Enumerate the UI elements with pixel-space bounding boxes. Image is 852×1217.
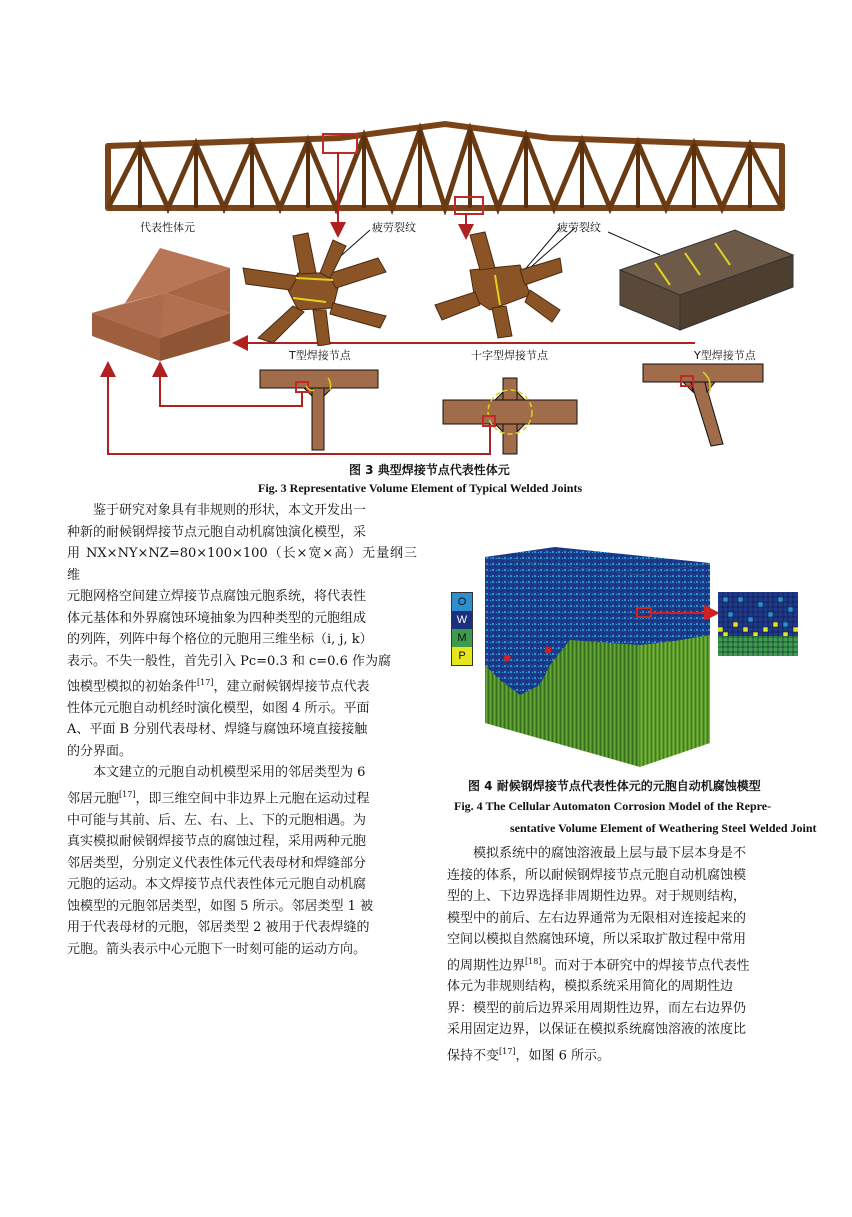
- reference-17: [17]: [197, 678, 214, 687]
- p2-line-1: 本文建立的元胞自动机模型采用的邻居类型为 6: [93, 765, 366, 781]
- weld-joint-cross-illustration: [430, 230, 565, 340]
- p2-line-2a: 邻居元胞: [67, 791, 120, 807]
- t-joint-diagram: [258, 368, 380, 452]
- p2-line-5: 邻居类型，分别定义代表性体元代表母材和焊缝部分: [67, 855, 367, 871]
- p1-line-4: 元胞网格空间建立焊接节点腐蚀元胞系统，将代表性: [67, 589, 367, 604]
- legend-w: W: [452, 611, 472, 629]
- p2-line-7: 蚀模型的元胞邻居类型，如图 5 所示。邻居类型 1 被: [67, 898, 374, 914]
- cross-joint-diagram: [441, 376, 579, 456]
- figure-4: [440, 500, 820, 845]
- legend-p: P: [452, 647, 472, 665]
- label-y-joint: Y型焊接节点: [694, 349, 756, 362]
- p2-line-8: 用于代表母材的元胞，邻居类型 2 被用于代表焊缝的: [67, 920, 370, 936]
- p3-line-10a: 保持不变: [447, 1048, 500, 1064]
- legend-m: M: [452, 629, 472, 647]
- weld-joint-star-illustration: [238, 228, 388, 346]
- right-column: [447, 843, 797, 1067]
- cell-type-legend: [451, 592, 473, 666]
- paragraph-2: [67, 762, 417, 960]
- paragraph-1: [67, 500, 417, 762]
- paragraph-3: [447, 843, 797, 1067]
- left-column: [67, 500, 417, 960]
- figure-4-caption-cn: 图 4 耐候钢焊接节点代表性体元的元胞自动机腐蚀模型: [468, 779, 761, 793]
- zoomed-cell-grid: [718, 592, 798, 656]
- p1-line-3: 用 NX×NY×NZ=80×100×100（长×宽×高）无量纲三维: [67, 546, 417, 583]
- figure-4-caption-en-1: Fig. 4 The Cellular Automaton Corrosion Model of the Repre-: [454, 799, 772, 813]
- figure-3: [0, 0, 852, 500]
- rve-block-illustration: [90, 243, 235, 363]
- p3-line-10b: ，如图 6 所示。: [515, 1048, 610, 1064]
- p3-line-7: 体元为非规则结构，模拟系统采用简化的周期性边: [447, 979, 734, 995]
- y-joint-diagram: [641, 362, 765, 448]
- p3-line-8: 界：模型的前后边界采用周期性边界，而左右边界仍: [447, 1000, 747, 1016]
- cellular-automaton-model-3d: [480, 545, 715, 770]
- p3-line-5: 空间以模拟自然腐蚀环境，所以采取扩散过程中常用: [447, 932, 747, 947]
- p2-line-6: 元胞的运动。本文焊接节点代表性体元元胞自动机腐: [67, 877, 367, 893]
- zoom-arrow: [650, 600, 720, 620]
- p1-line-8b: ，建立耐候钢焊接节点代表: [213, 679, 370, 695]
- p3-line-6a: 的周期性边界: [447, 957, 526, 973]
- p3-line-2: 连接的体系，所以耐候钢焊接节点元胞自动机腐蚀模: [447, 867, 747, 883]
- p1-line-8a: 蚀模型模拟的初始条件: [67, 679, 198, 695]
- figure-3-caption-cn: 图 3 典型焊接节点代表性体元: [349, 463, 510, 477]
- p1-line-5: 体元基体和外界腐蚀环境抽象为四种类型的元胞组成: [67, 610, 367, 626]
- p3-line-1: 模拟系统中的腐蚀溶液最上层与最下层本身是不: [473, 846, 747, 861]
- p1-line-6: 的列阵，列阵中每个格位的元胞用三维坐标（i, j, k）: [67, 632, 373, 647]
- reference-17: [17]: [499, 1046, 516, 1056]
- p1-line-11: 的分界面。: [67, 743, 133, 759]
- p1-line-2: 种新的耐候钢焊接节点元胞自动机腐蚀演化模型，采: [67, 524, 367, 540]
- p2-line-9: 元胞。箭头表示中心元胞下一时刻可能的运动方向。: [67, 941, 367, 957]
- label-fatigue-crack-1: 疲劳裂纹: [372, 221, 416, 234]
- p2-line-3: 中可能与其前、后、左、右、上、下的元胞相遇。为: [67, 812, 367, 828]
- weld-joint-beam-illustration: [615, 225, 795, 337]
- p3-line-4: 模型中的前后、左右边界通常为无限相对连接起来的: [447, 910, 747, 926]
- legend-o: O: [452, 593, 472, 611]
- figure-4-caption-en-2: sentative Volume Element of Weathering Steel Welded Joint: [510, 821, 817, 835]
- p3-line-9: 采用固定边界，以保证在模拟系统腐蚀溶液的浓度比: [447, 1022, 747, 1038]
- p1-line-10: A、平面 B 分别代表母材、焊缝与腐蚀环境直接接触: [67, 722, 368, 738]
- p2-line-2b: ，即三维空间中非边界上元胞在运动过程: [135, 791, 370, 807]
- label-rve: 代表性体元: [140, 221, 195, 234]
- label-t-joint: T型焊接节点: [289, 349, 351, 362]
- p3-line-6b: 。而对于本研究中的焊接节点代表性: [541, 957, 750, 973]
- p1-line-1: 鉴于研究对象具有非规则的形状，本文开发出一: [93, 503, 367, 518]
- label-cross-joint: 十字型焊接节点: [471, 349, 548, 362]
- figure-3-caption-en: Fig. 3 Representative Volume Element of Typical Welded Joints: [258, 481, 583, 495]
- p3-line-3: 型的上、下边界选择非周期性边界。对于规则结构，: [447, 889, 747, 904]
- p2-line-4: 真实模拟耐候钢焊接节点的腐蚀过程，采用两种元胞: [67, 834, 367, 850]
- reference-18: [18]: [525, 956, 542, 966]
- reference-17: [17]: [119, 789, 136, 799]
- label-fatigue-crack-2: 疲劳裂纹: [557, 221, 601, 234]
- p1-line-7: 表示。不失一般性，首先引入 Pc=0.3 和 c=0.6 作为腐: [67, 653, 391, 669]
- p1-line-9: 性体元元胞自动机经时演化模型，如图 4 所示。平面: [67, 700, 370, 716]
